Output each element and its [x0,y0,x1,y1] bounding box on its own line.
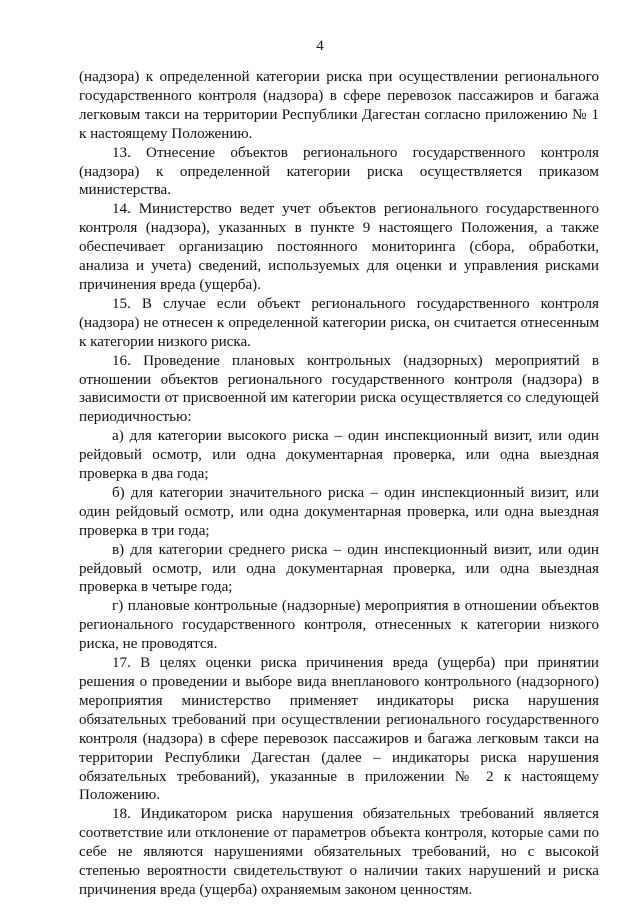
paragraph-16-a: а) для категории высокого риска – один инспекционный визит, или один рейдовый осмотр, или одна документарная проверка, или одна выездная проверка в два года; [79,428,599,483]
paragraph-14: 14. Министерство ведет учет объектов регионального государственного контроля (надзора), указанных в пункте 9 настоящего Положения, а также обеспечивает организацию постоянного мониторинга (сбора, обработки, анализа и учета) сведений, используемых для оценки и управления рисками причинения вреда (ущерба). [79,201,599,293]
page-number: 4 [316,38,324,54]
paragraph-17: 17. В целях оценки риска причинения вреда (ущерба) при принятии решения о проведении и выборе вида внепланового контрольного (надзорного) мероприятия министерство применяет индикаторы риска нарушения обязательных требований при осуществлении регионального государственного контроля (надзора) в сфере перевозок пассажиров и багажа легковым такси на территории Республики Дагестан (далее – индикаторы риска нарушения обязательных требований), указанные в приложении № 2 к настоящему Положению. [79,655,599,804]
paragraph-12-continuation: (надзора) к определенной категории риска при осуществлении регионального государственного контроля (надзора) в сфере перевозок пассажиров и багажа легковым такси на территории Республики Дагестан согласно приложению № 1 к настоящему Положению. [79,69,599,142]
paragraph-13: 13. Отнесение объектов регионального государственного контроля (надзора) к определенной категории риска осуществляется приказом министерства. [79,144,599,199]
paragraph-18: 18. Индикатором риска нарушения обязательных требований является соответствие или отклонение от параметров объекта контроля, которые сами по себе не являются нарушениями обязательных требований, но с высокой степенью вероятности свидетельствуют о наличии таких нарушений и риска причинения вреда (ущерба) охраняемым законом ценностям. [79,806,599,898]
paragraph-15: 15. В случае если объект регионального государственного контроля (надзора) не отнесен к определенной категории риска, он считается отнесенным к категории низкого риска. [79,295,599,350]
paragraph-16-b: б) для категории значительного риска – один инспекционный визит, или один рейдовый осмотр, или одна документарная проверка, или одна выездная проверка в три года; [79,484,599,539]
paragraph-16: 16. Проведение плановых контрольных (надзорных) мероприятий в отношении объектов регионального государственного контроля (надзора) в зависимости от присвоенной им категории риска осуществляется со следующей периодичностью: [79,352,599,426]
document-body [79,68,599,900]
paragraph-16-v: в) для категории среднего риска – один инспекционный визит, или один рейдовый осмотр, или одна документарная проверка, или одна выездная проверка в четыре года; [79,541,599,596]
paragraph-16-g: г) плановые контрольные (надзорные) мероприятия в отношении объектов регионального государственного контроля, отнесенных к категории низкого риска, не проводятся. [79,598,599,653]
